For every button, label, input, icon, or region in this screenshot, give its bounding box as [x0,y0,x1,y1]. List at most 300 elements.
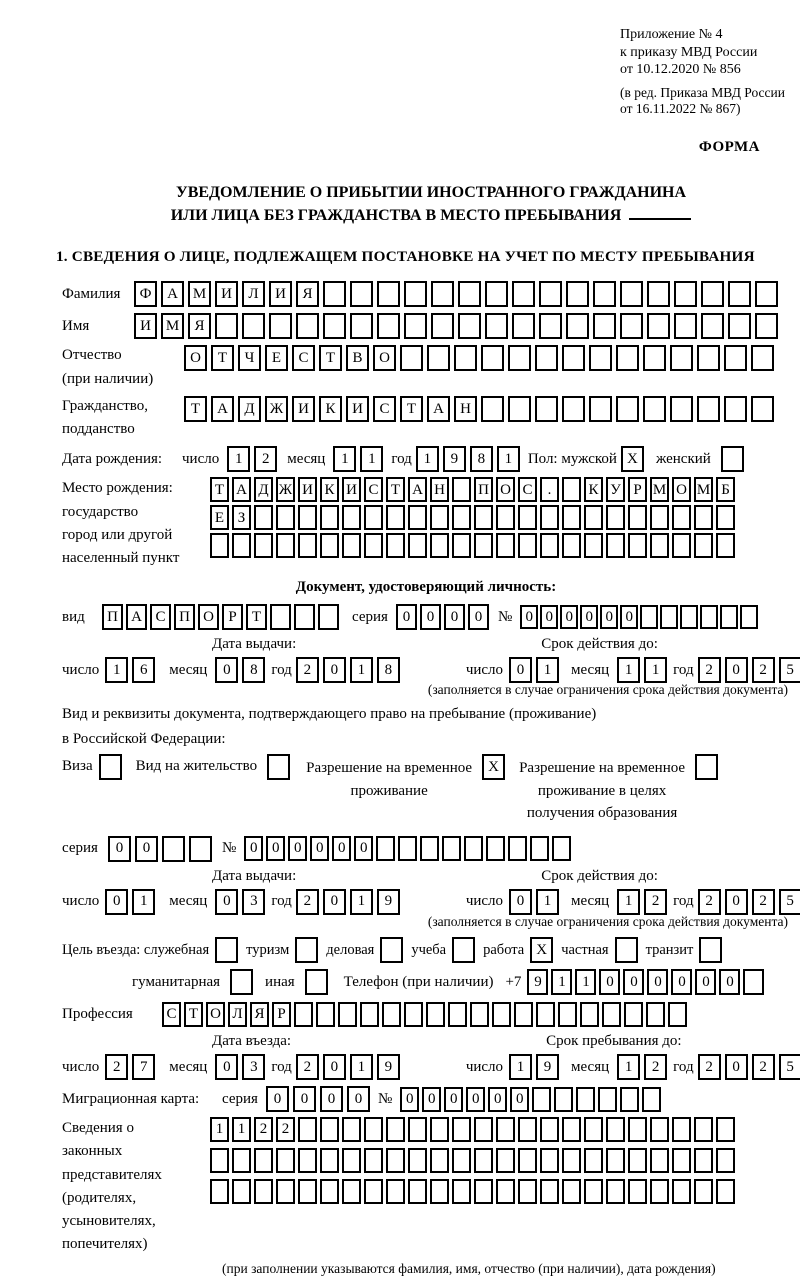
form-cell[interactable]: 0 [520,605,538,629]
form-cell[interactable] [518,1148,537,1173]
form-cell[interactable] [566,313,589,339]
form-cell[interactable] [431,313,454,339]
form-cell[interactable]: Т [184,396,207,422]
form-cell[interactable]: 8 [242,657,265,683]
form-cell[interactable]: 8 [377,657,400,683]
form-cell[interactable]: В [346,345,369,371]
form-cell[interactable]: 0 [488,1087,507,1112]
form-cell[interactable] [584,1117,603,1142]
form-cell[interactable]: 2 [296,889,319,915]
form-cell[interactable]: 0 [323,1054,346,1080]
form-cell[interactable]: 0 [396,604,417,630]
form-cell[interactable] [562,396,585,422]
form-cell[interactable] [643,396,666,422]
form-cell[interactable] [540,1117,559,1142]
form-cell[interactable]: О [672,477,691,502]
form-cell[interactable] [650,505,669,530]
form-cell[interactable]: Л [242,281,265,307]
form-cell[interactable] [386,505,405,530]
form-cell[interactable]: 2 [296,657,319,683]
form-cell[interactable] [740,605,758,629]
form-cell[interactable]: 0 [422,1087,441,1112]
form-cell[interactable] [720,605,738,629]
form-cell[interactable] [408,1148,427,1173]
form-cell[interactable] [298,1117,317,1142]
form-cell[interactable] [668,1002,687,1027]
form-cell[interactable]: О [496,477,515,502]
form-cell[interactable]: Т [246,604,267,630]
form-cell[interactable] [716,505,735,530]
form-cell[interactable] [697,345,720,371]
form-cell[interactable]: 0 [266,836,285,861]
form-cell[interactable]: Д [254,477,273,502]
form-cell[interactable]: 0 [293,1086,316,1112]
form-cell[interactable] [535,345,558,371]
form-cell[interactable] [670,396,693,422]
form-cell[interactable] [589,345,612,371]
form-cell[interactable] [562,1148,581,1173]
form-cell[interactable] [562,345,585,371]
form-cell[interactable]: 1 [617,1054,640,1080]
form-cell[interactable]: М [188,281,211,307]
form-cell[interactable] [242,313,265,339]
form-cell[interactable] [408,505,427,530]
form-cell[interactable] [512,281,535,307]
form-cell[interactable]: 0 [444,1087,463,1112]
form-cell[interactable]: Т [386,477,405,502]
form-cell[interactable]: М [161,313,184,339]
form-cell[interactable]: С [292,345,315,371]
form-cell[interactable] [701,281,724,307]
form-cell[interactable] [474,1117,493,1142]
form-cell[interactable] [269,313,292,339]
form-cell[interactable]: 9 [377,1054,400,1080]
form-cell[interactable]: 3 [242,889,265,915]
form-cell[interactable] [518,505,537,530]
form-cell[interactable] [215,313,238,339]
form-cell[interactable] [518,533,537,558]
form-cell[interactable] [674,313,697,339]
form-cell[interactable]: 1 [536,657,559,683]
form-cell[interactable]: 1 [350,657,373,683]
form-cell[interactable] [404,281,427,307]
form-cell[interactable] [593,281,616,307]
form-cell[interactable] [584,1179,603,1204]
form-cell[interactable] [672,1117,691,1142]
form-cell[interactable]: П [102,604,123,630]
form-cell[interactable] [701,313,724,339]
form-cell[interactable]: 0 [540,605,558,629]
form-cell[interactable] [452,477,471,502]
form-cell[interactable]: 1 [360,446,383,472]
form-cell[interactable]: 0 [244,836,263,861]
form-cell[interactable] [232,1179,251,1204]
form-cell[interactable] [400,345,423,371]
form-cell[interactable] [628,1117,647,1142]
form-cell[interactable] [694,1148,713,1173]
form-cell[interactable]: А [126,604,147,630]
form-cell[interactable] [576,1087,595,1112]
form-cell[interactable]: М [650,477,669,502]
form-cell[interactable] [755,281,778,307]
form-cell[interactable] [539,313,562,339]
form-cell[interactable] [320,1117,339,1142]
form-cell[interactable]: 0 [623,969,644,995]
form-cell[interactable]: 1 [350,889,373,915]
form-cell[interactable]: 0 [725,1054,748,1080]
form-cell[interactable]: О [184,345,207,371]
form-cell[interactable]: Т [184,1002,203,1027]
form-cell[interactable] [364,505,383,530]
form-cell[interactable]: 0 [620,605,638,629]
form-cell[interactable]: 2 [296,1054,319,1080]
form-cell[interactable] [454,345,477,371]
form-cell[interactable]: Р [222,604,243,630]
form-cell[interactable] [408,533,427,558]
form-cell[interactable] [606,1117,625,1142]
form-cell[interactable]: 0 [509,657,532,683]
form-cell[interactable]: 2 [254,446,277,472]
form-cell[interactable]: С [373,396,396,422]
form-cell[interactable] [342,1117,361,1142]
form-cell[interactable] [535,396,558,422]
form-cell[interactable] [743,969,764,995]
form-cell[interactable] [452,937,475,963]
form-cell[interactable] [215,937,238,963]
form-cell[interactable] [584,1148,603,1173]
form-cell[interactable] [430,505,449,530]
form-cell[interactable]: П [474,477,493,502]
form-cell[interactable] [562,533,581,558]
form-cell[interactable] [338,1002,357,1027]
form-cell[interactable]: 2 [644,889,667,915]
form-cell[interactable]: X [621,446,644,472]
form-cell[interactable] [716,1117,735,1142]
form-cell[interactable] [298,505,317,530]
form-cell[interactable]: Р [272,1002,291,1027]
form-cell[interactable] [496,533,515,558]
form-cell[interactable]: 0 [354,836,373,861]
form-cell[interactable]: О [198,604,219,630]
form-cell[interactable] [536,1002,555,1027]
form-cell[interactable] [350,313,373,339]
form-cell[interactable] [620,281,643,307]
form-cell[interactable] [452,533,471,558]
form-cell[interactable] [452,505,471,530]
form-cell[interactable] [464,836,483,861]
form-cell[interactable]: 0 [310,836,329,861]
form-cell[interactable]: 1 [333,446,356,472]
form-cell[interactable]: М [694,477,713,502]
form-cell[interactable]: 9 [377,889,400,915]
form-cell[interactable]: 1 [497,446,520,472]
form-cell[interactable]: 0 [695,969,716,995]
form-cell[interactable] [697,396,720,422]
form-cell[interactable] [724,396,747,422]
form-cell[interactable] [647,281,670,307]
form-cell[interactable]: 2 [105,1054,128,1080]
form-cell[interactable] [566,281,589,307]
form-cell[interactable]: И [292,396,315,422]
form-cell[interactable] [496,1117,515,1142]
form-cell[interactable] [620,1087,639,1112]
form-cell[interactable]: 1 [232,1117,251,1142]
form-cell[interactable] [254,1148,273,1173]
form-cell[interactable] [232,1148,251,1173]
form-cell[interactable] [628,1148,647,1173]
form-cell[interactable] [540,1179,559,1204]
form-cell[interactable] [430,533,449,558]
form-cell[interactable]: 0 [560,605,578,629]
form-cell[interactable] [620,313,643,339]
form-cell[interactable]: 0 [215,1054,238,1080]
form-cell[interactable] [305,969,328,995]
form-cell[interactable]: 0 [725,657,748,683]
form-cell[interactable]: Д [238,396,261,422]
form-cell[interactable] [728,281,751,307]
form-cell[interactable] [598,1087,617,1112]
form-cell[interactable] [716,1148,735,1173]
form-cell[interactable]: И [298,477,317,502]
form-cell[interactable] [674,281,697,307]
form-cell[interactable] [552,836,571,861]
form-cell[interactable] [189,836,212,862]
form-cell[interactable]: 5 [779,889,800,915]
form-cell[interactable] [364,533,383,558]
form-cell[interactable] [398,836,417,861]
form-cell[interactable]: 1 [210,1117,229,1142]
form-cell[interactable]: С [162,1002,181,1027]
form-cell[interactable] [364,1148,383,1173]
form-cell[interactable]: Т [319,345,342,371]
form-cell[interactable]: 0 [323,889,346,915]
form-cell[interactable]: Ч [238,345,261,371]
form-cell[interactable] [650,1148,669,1173]
form-cell[interactable]: 2 [276,1117,295,1142]
form-cell[interactable]: Е [265,345,288,371]
form-cell[interactable]: 0 [320,1086,343,1112]
form-cell[interactable] [728,313,751,339]
form-cell[interactable]: Т [211,345,234,371]
form-cell[interactable] [210,533,229,558]
form-cell[interactable] [210,1148,229,1173]
form-cell[interactable] [452,1117,471,1142]
form-cell[interactable]: И [134,313,157,339]
form-cell[interactable]: 1 [536,889,559,915]
form-cell[interactable] [496,505,515,530]
form-cell[interactable] [294,604,315,630]
form-cell[interactable]: И [346,396,369,422]
form-cell[interactable] [99,754,122,780]
form-cell[interactable] [316,1002,335,1027]
form-cell[interactable] [650,1179,669,1204]
form-cell[interactable]: 2 [698,1054,721,1080]
form-cell[interactable]: 2 [254,1117,273,1142]
form-cell[interactable] [672,1179,691,1204]
form-cell[interactable] [660,605,678,629]
form-cell[interactable]: К [584,477,603,502]
form-cell[interactable]: 5 [779,1054,800,1080]
form-cell[interactable] [320,1148,339,1173]
form-cell[interactable]: О [206,1002,225,1027]
form-cell[interactable] [650,533,669,558]
form-cell[interactable] [700,605,718,629]
form-cell[interactable] [616,396,639,422]
form-cell[interactable]: А [232,477,251,502]
form-cell[interactable] [496,1148,515,1173]
form-cell[interactable] [518,1117,537,1142]
form-cell[interactable]: К [320,477,339,502]
form-cell[interactable]: X [530,937,553,963]
form-cell[interactable] [430,1117,449,1142]
form-cell[interactable] [562,477,581,502]
form-cell[interactable]: 1 [105,657,128,683]
form-cell[interactable]: 0 [108,836,131,862]
form-cell[interactable] [508,396,531,422]
form-cell[interactable] [342,1179,361,1204]
form-cell[interactable] [606,1148,625,1173]
form-cell[interactable]: Ф [134,281,157,307]
form-cell[interactable] [486,836,505,861]
form-cell[interactable] [474,1148,493,1173]
form-cell[interactable]: 1 [551,969,572,995]
form-cell[interactable] [404,1002,423,1027]
form-cell[interactable]: 0 [599,969,620,995]
form-cell[interactable] [296,313,319,339]
form-cell[interactable] [615,937,638,963]
form-cell[interactable] [420,836,439,861]
form-cell[interactable] [593,313,616,339]
form-cell[interactable] [672,533,691,558]
form-cell[interactable] [540,1148,559,1173]
form-cell[interactable] [672,505,691,530]
form-cell[interactable]: Б [716,477,735,502]
form-cell[interactable] [380,937,403,963]
form-cell[interactable] [606,1179,625,1204]
form-cell[interactable] [643,345,666,371]
form-cell[interactable]: 2 [752,1054,775,1080]
form-cell[interactable] [646,1002,665,1027]
form-cell[interactable] [452,1179,471,1204]
form-cell[interactable]: 0 [215,889,238,915]
form-cell[interactable]: И [342,477,361,502]
form-cell[interactable]: 0 [719,969,740,995]
form-cell[interactable] [364,1117,383,1142]
form-cell[interactable] [540,533,559,558]
form-cell[interactable] [298,1179,317,1204]
form-cell[interactable] [408,1117,427,1142]
form-cell[interactable] [642,1087,661,1112]
form-cell[interactable] [386,1117,405,1142]
form-cell[interactable] [376,836,395,861]
form-cell[interactable]: 6 [132,657,155,683]
form-cell[interactable] [518,1179,537,1204]
form-cell[interactable]: 9 [527,969,548,995]
form-cell[interactable] [530,836,549,861]
form-cell[interactable] [670,345,693,371]
form-cell[interactable] [323,313,346,339]
form-cell[interactable]: Н [454,396,477,422]
form-cell[interactable]: Е [210,505,229,530]
form-cell[interactable]: 0 [332,836,351,861]
form-cell[interactable] [408,1179,427,1204]
form-cell[interactable]: 1 [509,1054,532,1080]
form-cell[interactable] [694,1117,713,1142]
form-cell[interactable]: Р [628,477,647,502]
form-cell[interactable]: А [211,396,234,422]
form-cell[interactable]: С [364,477,383,502]
form-cell[interactable] [430,1148,449,1173]
form-cell[interactable]: 2 [752,889,775,915]
form-cell[interactable] [624,1002,643,1027]
form-cell[interactable] [360,1002,379,1027]
form-cell[interactable] [562,1179,581,1204]
form-cell[interactable] [474,505,493,530]
form-cell[interactable] [694,505,713,530]
form-cell[interactable] [606,533,625,558]
form-cell[interactable] [210,1179,229,1204]
form-cell[interactable]: 0 [725,889,748,915]
form-cell[interactable] [606,505,625,530]
form-cell[interactable]: Ж [265,396,288,422]
form-cell[interactable] [254,1179,273,1204]
form-cell[interactable] [320,505,339,530]
form-cell[interactable] [584,533,603,558]
form-cell[interactable]: А [408,477,427,502]
form-cell[interactable]: 1 [132,889,155,915]
form-cell[interactable]: 1 [575,969,596,995]
form-cell[interactable]: Т [400,396,423,422]
form-cell[interactable] [276,505,295,530]
form-cell[interactable]: 1 [350,1054,373,1080]
form-cell[interactable] [298,1148,317,1173]
form-cell[interactable] [294,1002,313,1027]
form-cell[interactable]: Л [228,1002,247,1027]
form-cell[interactable] [751,396,774,422]
form-cell[interactable]: Ж [276,477,295,502]
form-cell[interactable] [427,345,450,371]
form-cell[interactable]: 0 [671,969,692,995]
form-cell[interactable]: 2 [644,1054,667,1080]
form-cell[interactable]: 2 [698,657,721,683]
form-cell[interactable] [508,836,527,861]
form-cell[interactable]: 0 [135,836,158,862]
form-cell[interactable]: 1 [644,657,667,683]
form-cell[interactable]: 7 [132,1054,155,1080]
form-cell[interactable] [276,533,295,558]
form-cell[interactable] [647,313,670,339]
form-cell[interactable] [232,533,251,558]
form-cell[interactable] [716,533,735,558]
form-cell[interactable] [562,1117,581,1142]
form-cell[interactable]: Я [188,313,211,339]
form-cell[interactable] [724,345,747,371]
form-cell[interactable]: 0 [215,657,238,683]
form-cell[interactable] [508,345,531,371]
form-cell[interactable]: 0 [400,1087,419,1112]
form-cell[interactable] [755,313,778,339]
form-cell[interactable]: Я [250,1002,269,1027]
form-cell[interactable] [514,1002,533,1027]
form-cell[interactable] [350,281,373,307]
form-cell[interactable] [628,1179,647,1204]
form-cell[interactable]: С [150,604,171,630]
form-cell[interactable] [628,533,647,558]
form-cell[interactable]: К [319,396,342,422]
form-cell[interactable] [695,754,718,780]
form-cell[interactable] [452,1148,471,1173]
form-cell[interactable] [680,605,698,629]
